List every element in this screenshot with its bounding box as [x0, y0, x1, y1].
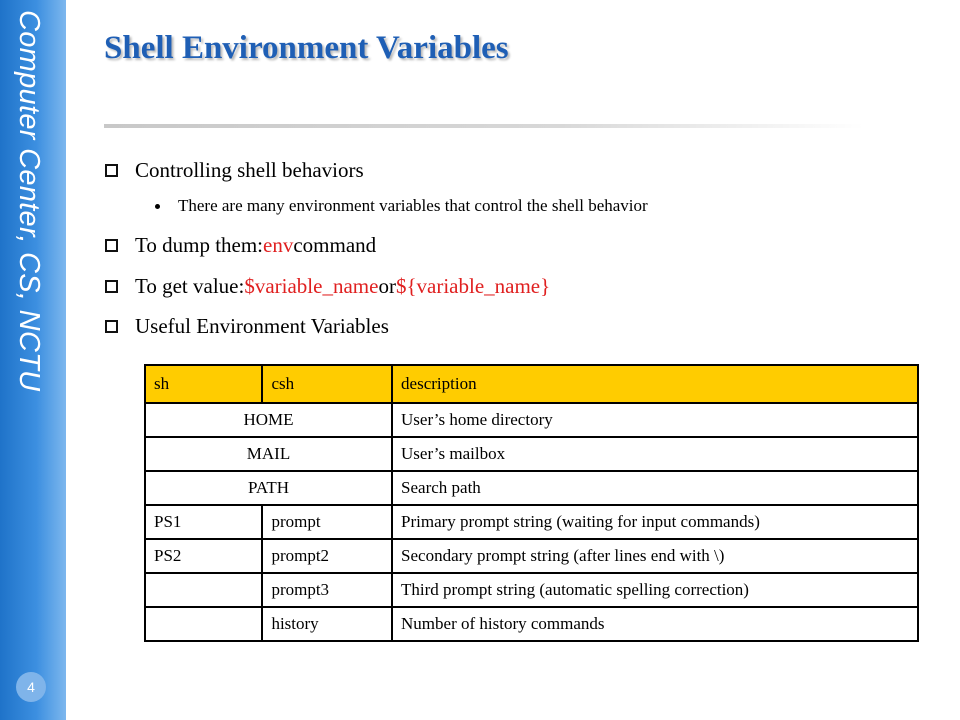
table-row — [145, 403, 918, 437]
sub-bullet-text: There are many environment variables that control the shell behavior — [178, 196, 648, 215]
table-row — [145, 573, 918, 607]
header-csh: csh — [262, 365, 392, 403]
cell-variable: MAIL — [145, 437, 392, 471]
sidebar — [0, 0, 66, 720]
bullet-text: Controlling shell behaviors — [135, 157, 364, 182]
bullet-text-prefix: To get value: — [135, 273, 245, 298]
cell-sh: PS2 — [145, 539, 262, 573]
cell-description: User’s home directory — [392, 403, 918, 437]
bullet-dump — [105, 224, 925, 266]
bullet-text: Useful Environment Variables — [135, 313, 389, 338]
code-variable-name-braces: ${variable_name} — [395, 273, 551, 298]
table-row — [145, 607, 918, 641]
bullet-text-suffix: command — [293, 232, 377, 257]
code-variable-name: $variable_name — [244, 273, 379, 298]
checkbox-square-icon — [105, 239, 118, 252]
table-row — [145, 539, 918, 573]
cell-csh: history — [262, 607, 392, 641]
cell-description: Primary prompt string (waiting for input commands) — [392, 505, 918, 539]
bullet-controlling — [105, 152, 925, 188]
sub-bullet-many-variables — [155, 188, 925, 224]
header-sh: sh — [145, 365, 262, 403]
checkbox-square-icon — [105, 320, 118, 333]
dot-icon — [155, 204, 160, 209]
cell-description: User’s mailbox — [392, 437, 918, 471]
table-row — [145, 505, 918, 539]
cell-description: Third prompt string (automatic spelling correction) — [392, 573, 918, 607]
sidebar-label: Computer Center, CS, NCTU — [13, 10, 45, 392]
env-variables-table — [144, 364, 919, 642]
cell-description: Secondary prompt string (after lines end with \) — [392, 539, 918, 573]
slide-title: Shell Environment Variables — [104, 30, 509, 66]
cell-csh: prompt3 — [262, 573, 392, 607]
cell-description: Number of history commands — [392, 607, 918, 641]
cell-description: Search path — [392, 471, 918, 505]
table-row — [145, 437, 918, 471]
cell-variable: HOME — [145, 403, 392, 437]
page-number-badge: 4 — [16, 672, 46, 702]
checkbox-square-icon — [105, 164, 118, 177]
checkbox-square-icon — [105, 280, 118, 293]
table-row — [145, 471, 918, 505]
bullet-list — [105, 152, 925, 346]
table-header-row — [145, 365, 918, 403]
cell-sh — [145, 607, 262, 641]
bullet-get-value — [105, 266, 925, 306]
cell-csh: prompt — [262, 505, 392, 539]
cell-variable: PATH — [145, 471, 392, 505]
bullet-useful — [105, 306, 925, 346]
header-description: description — [392, 365, 918, 403]
cell-sh: PS1 — [145, 505, 262, 539]
bullet-text-prefix: To dump them: — [135, 232, 264, 257]
cell-csh: prompt2 — [262, 539, 392, 573]
title-underline — [104, 124, 864, 128]
code-env: env — [263, 232, 294, 257]
bullet-text-or: or — [378, 273, 396, 298]
cell-sh — [145, 573, 262, 607]
